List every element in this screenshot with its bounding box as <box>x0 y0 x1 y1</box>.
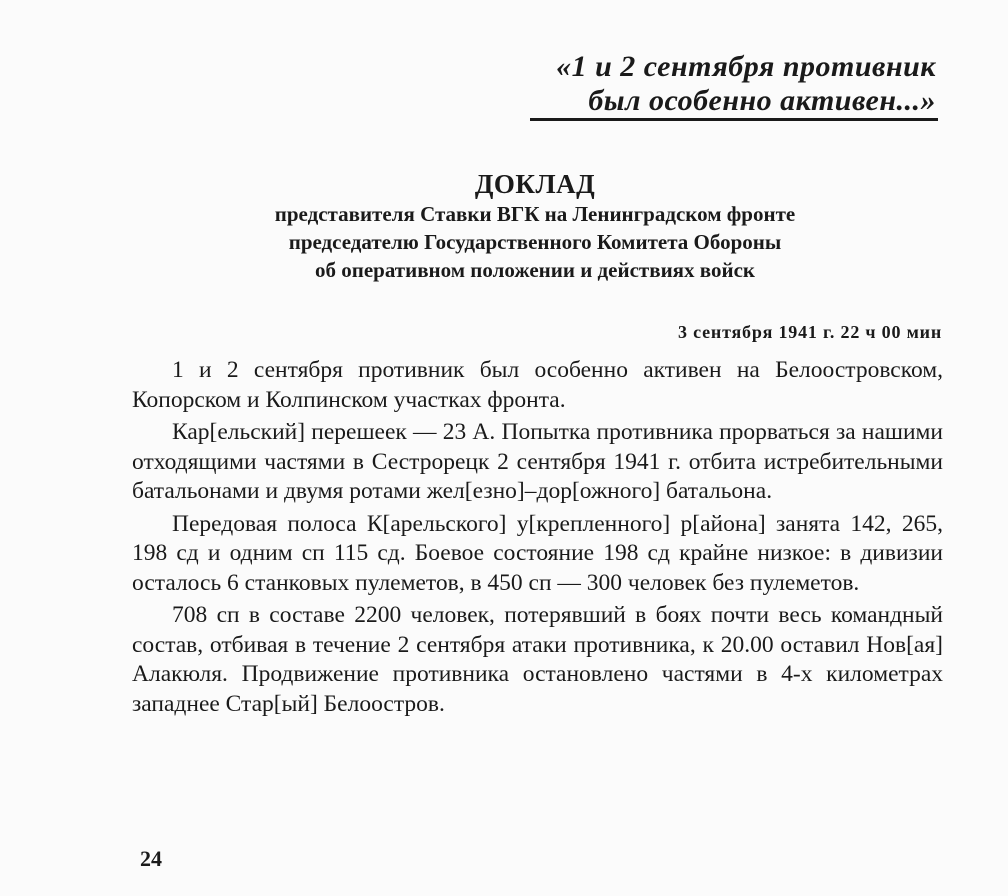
paragraph-2: Кар[ельский] перешеек — 23 А. Попытка противника прорваться за нашими отходящими частями в Сестрорецк 2 сентября 1941 г. отбита истребительными батальонами и двумя ротами жел[езно]–дор[ожного] батальона. <box>132 419 943 504</box>
document-subtitle-line-3: об оперативном положении и действиях войск <box>314 258 755 282</box>
epigraph-line-1: «1 и 2 сентября противник <box>556 50 936 83</box>
paragraph-1: 1 и 2 сентября противник был особенно активен на Белоостровском, Копорском и Колпинском участках фронта. <box>132 357 943 413</box>
epigraph-underline <box>530 118 938 121</box>
report-body <box>132 356 943 722</box>
epigraph <box>556 50 936 118</box>
document-subtitle-line-1: представителя Ставки ВГК на Ленинградском фронте <box>274 202 796 226</box>
paragraph-4: 708 сп в составе 2200 человек, потерявший в боях почти весь командный состав, отбивая в течение 2 сентября атаки противника, к 20.00 оставил Нов[ая] Алакюля. Продвижение противника остановлено частями в 4-х километрах западнее Стар[ый] Белоостров. <box>132 602 943 717</box>
page-number: 24 <box>140 846 162 871</box>
epigraph-line-2: был особенно активен...» <box>588 84 936 117</box>
document-heading <box>120 168 950 284</box>
document-title: ДОКЛАД <box>474 169 596 199</box>
document-subtitle-line-2: председателю Государственного Комитета Обороны <box>288 230 782 254</box>
paragraph-3: Передовая полоса К[арельского] у[крепленного] р[айона] занята 142, 265, 198 сд и одним сп 115 сд. Боевое состояние 198 сд крайне низкое: в дивизии осталось 6 станковых пулеметов, в 450 сп — 300 человек без пулеметов. <box>132 510 943 596</box>
document-date: 3 сентября 1941 г. 22 ч 00 мин <box>678 322 942 342</box>
